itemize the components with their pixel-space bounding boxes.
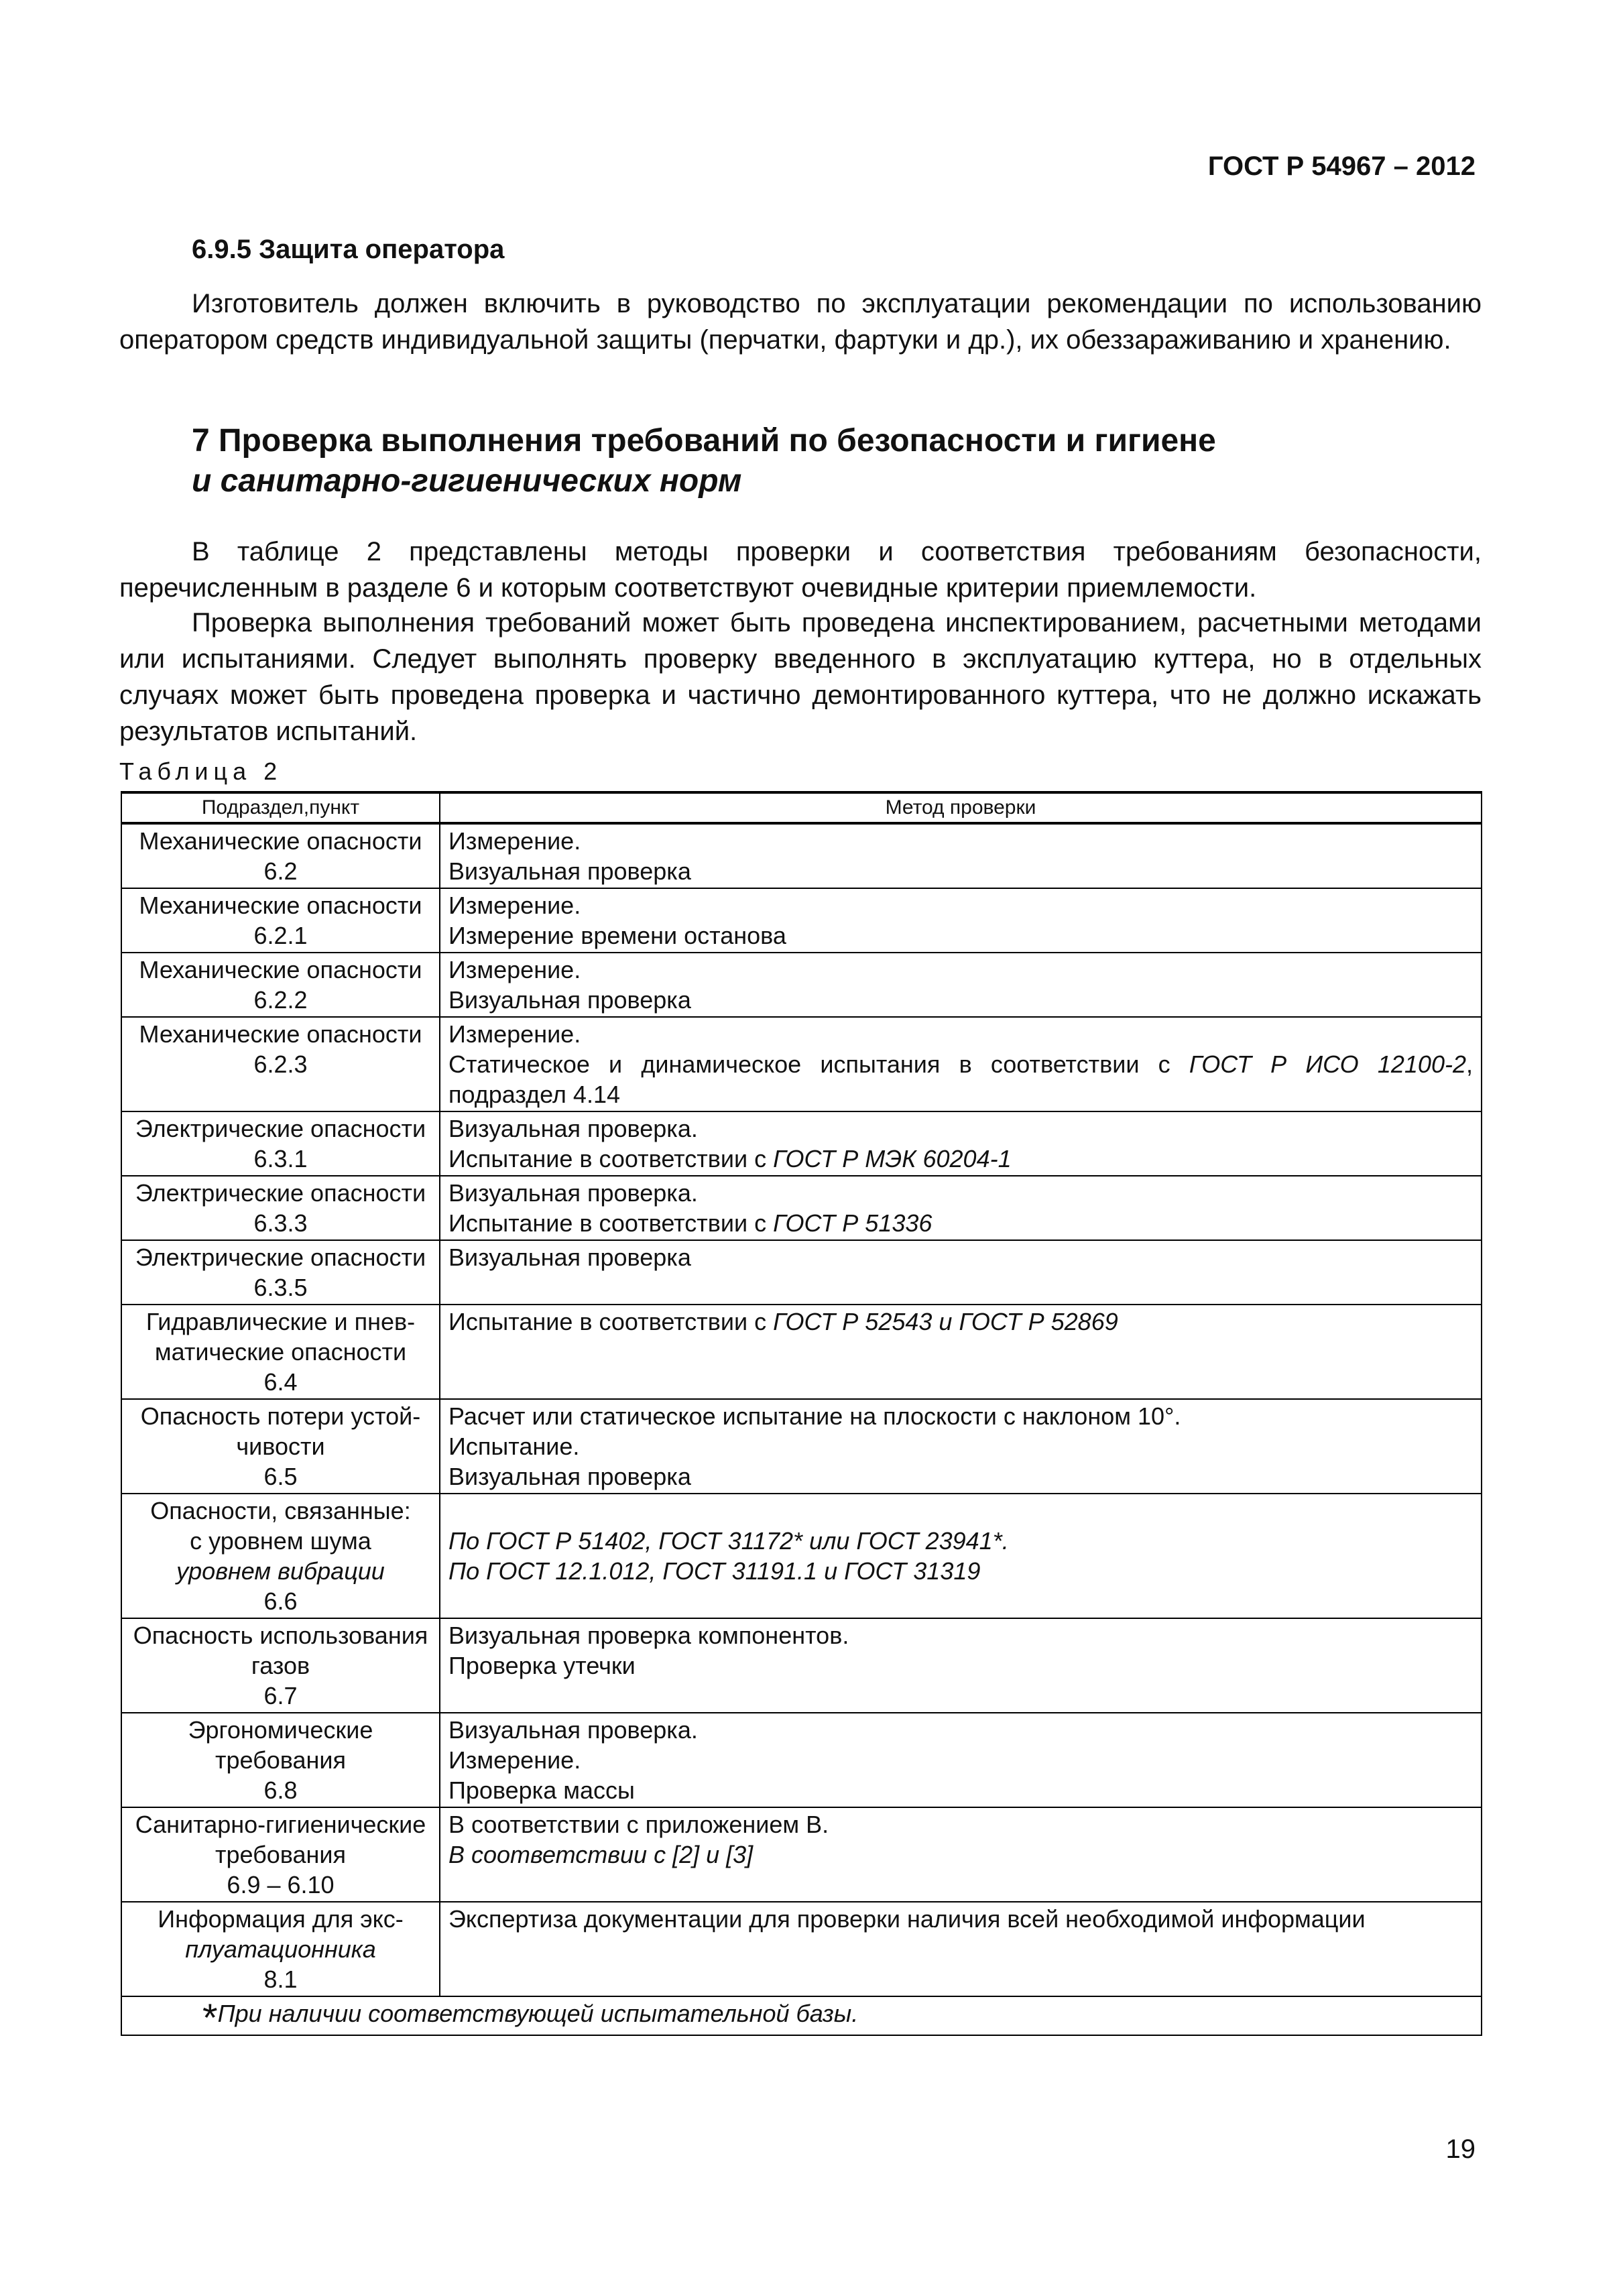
cell-line: Гидравлические и пнев-	[145, 1308, 416, 1335]
table-row	[121, 1111, 1482, 1176]
table-row	[121, 1807, 1482, 1902]
cell-line: требования	[215, 1746, 346, 1774]
cell-text: Статическое и динамическое испытания в соответствии с	[448, 1050, 1189, 1078]
section-title-line2: и санитарно-гигиенических норм	[192, 463, 742, 499]
cell-line: 6.2.3	[253, 1050, 308, 1078]
standard-reference: ГОСТ Р МЭК 60204-1	[773, 1145, 1012, 1172]
cell-line: В соответствии с приложением В.	[448, 1811, 829, 1838]
cell-line: Проверка утечки	[448, 1652, 636, 1679]
cell-line: Измерение.	[448, 827, 581, 855]
cell-line: чивости	[236, 1433, 325, 1460]
method-cell	[440, 888, 1482, 953]
cell-line: 6.9 – 6.10	[227, 1871, 335, 1898]
cell-line: Опасность потери устой-	[140, 1402, 421, 1430]
section-paragraph-2: Проверка выполнения требований может быть проведена инспектированием, расчетными методами или испытаниями. Следует выполнять проверку введенного в эксплуатацию куттера, но в отдельных случаях может быть проведена проверка и частично демонтированного куттера, что не должно искажать результатов испытаний.	[119, 608, 1482, 746]
cell-line: Визуальная проверка компонентов.	[448, 1622, 849, 1649]
cell-line: 6.2.2	[253, 986, 308, 1014]
verification-table	[121, 791, 1482, 2040]
cell-line: Визуальная проверка	[448, 1244, 691, 1271]
method-cell	[440, 1713, 1482, 1807]
subsection-cell	[121, 1618, 440, 1713]
cell-line: Механические опасности	[139, 1020, 422, 1048]
cell-line: Опасность использования	[133, 1622, 428, 1649]
cell-line: Визуальная проверка	[448, 986, 691, 1014]
subsection-cell	[121, 1176, 440, 1240]
table-row	[121, 1176, 1482, 1240]
standard-reference: ГОСТ Р 51336	[773, 1209, 933, 1237]
table-footnote-row	[121, 1996, 1482, 2035]
cell-line: газов	[251, 1652, 310, 1679]
cell-line: Визуальная проверка.	[448, 1716, 698, 1744]
standard-reference: ГОСТ Р ИСО 12100-2	[1189, 1050, 1466, 1078]
table-footnote	[121, 1996, 1482, 2040]
footnote-text: При наличии соответствующей испытательной базы.	[217, 2000, 859, 2027]
method-cell	[440, 1305, 1482, 1399]
cell-line: Механические опасности	[139, 892, 422, 919]
cell-line: По ГОСТ 12.1.012, ГОСТ 31191.1 и ГОСТ 31319	[448, 1557, 981, 1585]
column-header-method: Метод проверки	[440, 792, 1482, 823]
cell-line: Визуальная проверка.	[448, 1179, 698, 1207]
cell-line: Эргономические	[188, 1716, 373, 1744]
subsection-cell	[121, 1240, 440, 1305]
cell-text: Испытание в соответствии с	[448, 1145, 774, 1172]
table-row	[121, 1017, 1482, 1111]
method-cell	[440, 953, 1482, 1017]
cell-line: Электрические опасности	[135, 1115, 426, 1142]
cell-line: 6.3.1	[253, 1145, 308, 1172]
method-cell	[440, 1807, 1482, 1902]
table-caption: Таблица 2	[119, 758, 283, 785]
section-paragraph-1: В таблице 2 представлены методы проверки и соответствия требованиям безопасности, перечисленным в разделе 6 и которым соответствуют очевидные критерии приемлемости.	[119, 537, 1482, 603]
cell-line: 6.2.1	[253, 922, 308, 949]
cell-line: Испытание.	[448, 1433, 580, 1460]
method-cell	[440, 1399, 1482, 1494]
cell-line: Визуальная проверка	[448, 857, 691, 885]
subsection-cell	[121, 1494, 440, 1618]
cell-line: Механические опасности	[139, 827, 422, 855]
cell-line: 6.6	[263, 1587, 298, 1615]
cell-line: Проверка массы	[448, 1776, 635, 1804]
subsection-cell	[121, 1713, 440, 1807]
table-row	[121, 823, 1482, 888]
table-row	[121, 1240, 1482, 1305]
table-row	[121, 1618, 1482, 1713]
cell-line: Расчет или статическое испытание на плоскости с наклоном 10°.	[448, 1402, 1181, 1430]
cell-line: Информация для экс-	[158, 1905, 404, 1933]
method-cell	[440, 1618, 1482, 1713]
cell-line: Опасности, связанные:	[150, 1497, 411, 1524]
table-row	[121, 953, 1482, 1017]
cell-text: Испытание в соответствии с	[448, 1308, 774, 1335]
cell-line: Экспертиза документации для проверки наличия всей необходимой информации	[448, 1905, 1366, 1933]
cell-line: Механические опасности	[139, 956, 422, 983]
cell-line: Измерение.	[448, 956, 581, 983]
cell-line: плуатационника	[185, 1935, 376, 1963]
cell-line: требования	[215, 1841, 346, 1868]
page-number: 19	[1445, 2134, 1476, 2164]
table-row	[121, 1399, 1482, 1494]
method-cell	[440, 1494, 1482, 1618]
table-row	[121, 888, 1482, 953]
method-cell	[440, 1902, 1482, 1996]
method-cell	[440, 1017, 1482, 1111]
cell-text: Испытание в соответствии с	[448, 1209, 774, 1237]
method-cell	[440, 1111, 1482, 1176]
cell-line: 6.4	[263, 1368, 298, 1396]
section-title	[192, 421, 1216, 501]
subsection-cell	[121, 1807, 440, 1902]
cell-line: 6.3.3	[253, 1209, 308, 1237]
subsection-cell	[121, 888, 440, 953]
cell-line: матические опасности	[154, 1338, 407, 1366]
cell-line: 6.7	[263, 1682, 298, 1709]
subsection-cell	[121, 953, 440, 1017]
cell-line: По ГОСТ Р 51402, ГОСТ 31172* или ГОСТ 23941*.	[448, 1527, 1009, 1555]
cell-line: 6.2	[263, 857, 298, 885]
subsection-text: Изготовитель должен включить в руководство по эксплуатации рекомендации по использованию оператором средств индивидуальной защиты (перчатки, фартуки и др.), их обеззараживанию и хранению.	[119, 289, 1482, 355]
cell-line: В соответствии с [2] и [3]	[448, 1841, 754, 1868]
column-header-subsection: Подраздел,пункт	[121, 792, 440, 823]
cell-line: уровнем вибрации	[176, 1557, 385, 1585]
cell-line: Санитарно-гигиенические	[135, 1811, 426, 1838]
cell-line: Измерение.	[448, 1020, 581, 1048]
cell-line: 8.1	[263, 1966, 298, 1993]
cell-text: , подраздел 4.14	[448, 1050, 1473, 1108]
subsection-cell	[121, 1902, 440, 1996]
document-code: ГОСТ Р 54967 – 2012	[1207, 152, 1476, 181]
cell-line: Измерение.	[448, 1746, 581, 1774]
subsection-cell	[121, 823, 440, 888]
cell-line: с уровнем шума	[190, 1527, 371, 1555]
subsection-cell	[121, 1017, 440, 1111]
subsection-title: 6.9.5 Защита оператора	[192, 235, 505, 264]
cell-line: Визуальная проверка.	[448, 1115, 698, 1142]
method-cell	[440, 823, 1482, 888]
cell-line: Измерение.	[448, 892, 581, 919]
section-title-line1: 7 Проверка выполнения требований по безопасности и гигиене	[192, 423, 1216, 459]
cell-line: Измерение времени останова	[448, 922, 786, 949]
subsection-cell	[121, 1111, 440, 1176]
table-row	[121, 1902, 1482, 1996]
cell-line: 6.5	[263, 1463, 298, 1490]
cell-line: 6.8	[263, 1776, 298, 1804]
subsection-cell	[121, 1399, 440, 1494]
cell-line: Электрические опасности	[135, 1244, 426, 1271]
footnote-star: *	[202, 1996, 218, 2040]
table-row	[121, 1305, 1482, 1399]
subsection-cell	[121, 1305, 440, 1399]
method-cell	[440, 1240, 1482, 1305]
table-row	[121, 1494, 1482, 1618]
cell-line: Электрические опасности	[135, 1179, 426, 1207]
table-row	[121, 1713, 1482, 1807]
cell-line: 6.3.5	[253, 1274, 308, 1301]
standard-reference: ГОСТ Р 52543 и ГОСТ Р 52869	[773, 1308, 1118, 1335]
table-header-row	[121, 792, 1482, 823]
cell-line: Визуальная проверка	[448, 1463, 691, 1490]
method-cell	[440, 1176, 1482, 1240]
